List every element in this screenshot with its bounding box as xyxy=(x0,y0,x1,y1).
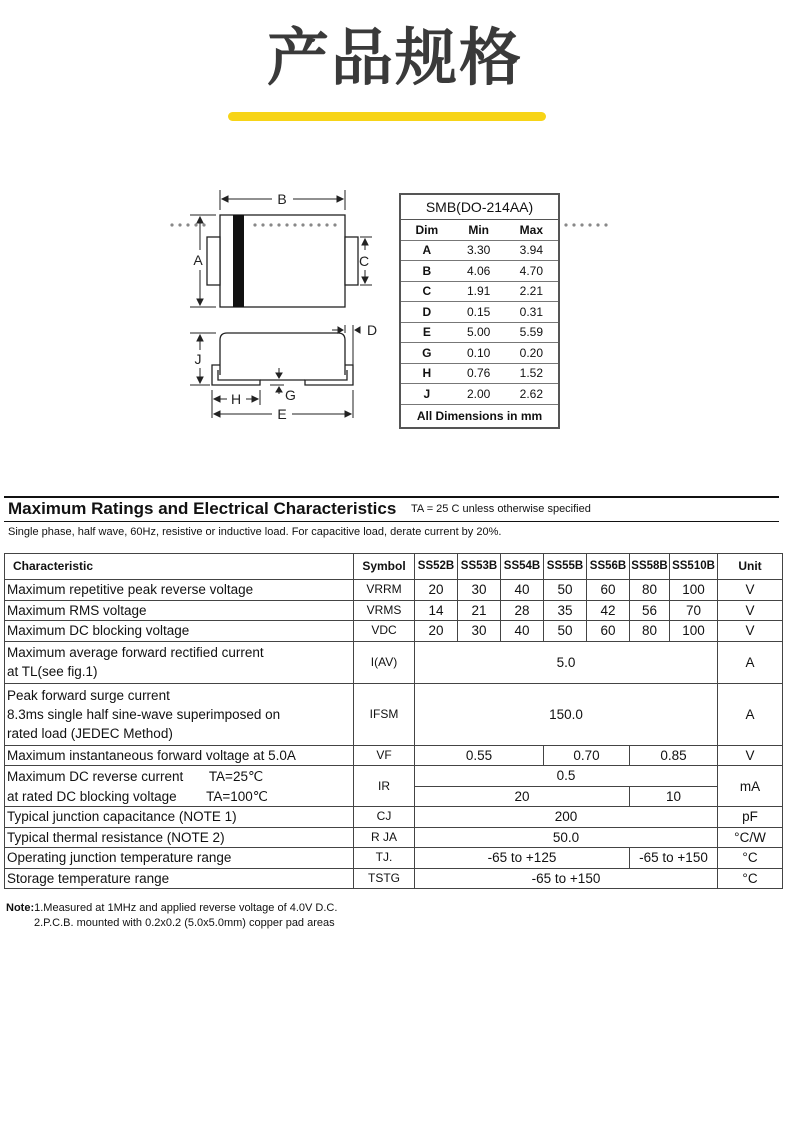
table-row xyxy=(5,807,783,828)
notes-prefix: Note: xyxy=(6,902,35,914)
value-cell: 20 xyxy=(415,786,630,807)
row-label: Operating junction temperature range xyxy=(5,848,354,869)
table-row xyxy=(400,322,559,343)
dimension-g xyxy=(270,368,284,394)
row-label: Maximum RMS voltage xyxy=(5,600,354,621)
table-row xyxy=(5,683,783,745)
value-cell: 30 xyxy=(458,621,501,642)
notes xyxy=(6,901,337,931)
note-2: 2.P.C.B. mounted with 0.2x0.2 (5.0x5.0mm) copper pad areas xyxy=(34,917,335,929)
row-symbol: TSTG xyxy=(354,868,415,889)
unit-cell: °C xyxy=(718,848,783,869)
value-cell: 50.0 xyxy=(415,827,718,848)
section-condition: TA = 25 C unless otherwise specified xyxy=(411,503,591,515)
max-cell: 0.31 xyxy=(505,302,559,323)
model-header: SS54B xyxy=(501,554,544,580)
value-cell: 21 xyxy=(458,600,501,621)
dimension-table xyxy=(399,193,560,429)
value-cell: 56 xyxy=(630,600,670,621)
value-cell: 10 xyxy=(630,786,718,807)
title-underline xyxy=(228,112,546,121)
label-b: B xyxy=(277,191,287,207)
label-g: G xyxy=(285,387,296,403)
max-cell: 0.20 xyxy=(505,343,559,364)
top-view xyxy=(207,215,358,307)
row-label: Maximum repetitive peak reverse voltage xyxy=(5,580,354,601)
table-row xyxy=(400,281,559,302)
row-condition: TA=100℃ xyxy=(206,788,268,804)
row-label xyxy=(5,683,354,745)
table-row xyxy=(400,384,559,405)
label-j: J xyxy=(194,351,202,367)
row-label: Typical junction capacitance (NOTE 1) xyxy=(5,807,354,828)
unit-cell: A xyxy=(718,641,783,683)
table-row xyxy=(400,363,559,384)
value-cell: 100 xyxy=(670,621,718,642)
row-label-line: 8.3ms single half sine-wave superimposed on xyxy=(7,706,281,722)
row-symbol: TJ. xyxy=(354,848,415,869)
value-cell: 150.0 xyxy=(415,683,718,745)
dimension-table-footer: All Dimensions in mm xyxy=(400,404,559,428)
dotted-guide-right xyxy=(560,222,610,228)
section-bottom-rule xyxy=(4,521,779,522)
row-label xyxy=(5,766,354,787)
label-h: H xyxy=(230,391,242,407)
max-cell: 3.94 xyxy=(505,240,559,261)
spec-header-row xyxy=(5,554,783,580)
value-cell: 30 xyxy=(458,580,501,601)
max-header: Max xyxy=(505,220,559,241)
row-symbol: VRRM xyxy=(354,580,415,601)
unit-cell: mA xyxy=(718,766,783,807)
table-row xyxy=(400,261,559,282)
row-label-line: at rated DC blocking voltage xyxy=(7,788,177,804)
table-row xyxy=(400,343,559,364)
value-cell: 50 xyxy=(544,621,587,642)
package-outline-diagram xyxy=(160,180,390,425)
max-cell: 2.62 xyxy=(505,384,559,405)
row-label: Typical thermal resistance (NOTE 2) xyxy=(5,827,354,848)
row-label-line: Maximum average forward rectified current xyxy=(7,645,264,660)
table-row xyxy=(5,600,783,621)
table-row xyxy=(400,240,559,261)
max-cell: 2.21 xyxy=(505,281,559,302)
unit-cell: V xyxy=(718,580,783,601)
unit-cell: °C xyxy=(718,868,783,889)
min-cell: 2.00 xyxy=(453,384,505,405)
dim-cell: B xyxy=(400,261,453,282)
min-cell: 1.91 xyxy=(453,281,505,302)
section-note: Single phase, half wave, 60Hz, resistive or inductive load. For capacitive load, derate current by 20%. xyxy=(8,526,502,538)
model-header: SS53B xyxy=(458,554,501,580)
row-symbol: IFSM xyxy=(354,683,415,745)
row-label: Storage temperature range xyxy=(5,868,354,889)
section-title: Maximum Ratings and Electrical Characteristics xyxy=(8,499,397,518)
value-cell: 50 xyxy=(544,580,587,601)
page-title: 产品规格 xyxy=(266,21,523,94)
row-label: Maximum DC blocking voltage xyxy=(5,621,354,642)
min-cell: 4.06 xyxy=(453,261,505,282)
value-cell: 42 xyxy=(587,600,630,621)
value-cell: 70 xyxy=(670,600,718,621)
table-row xyxy=(400,302,559,323)
row-condition: TA=25℃ xyxy=(208,768,264,784)
value-cell: 200 xyxy=(415,807,718,828)
unit-header: Unit xyxy=(718,554,783,580)
label-c: C xyxy=(358,253,370,269)
value-cell: -65 to +150 xyxy=(630,848,718,869)
dim-cell: J xyxy=(400,384,453,405)
min-cell: 0.15 xyxy=(453,302,505,323)
max-cell: 1.52 xyxy=(505,363,559,384)
row-label: Maximum instantaneous forward voltage at 5.0A xyxy=(5,745,354,766)
symbol-header: Symbol xyxy=(354,554,415,580)
unit-cell: V xyxy=(718,745,783,766)
unit-cell: V xyxy=(718,600,783,621)
dim-cell: G xyxy=(400,343,453,364)
value-cell: 35 xyxy=(544,600,587,621)
dimension-d xyxy=(332,325,360,365)
dim-cell: E xyxy=(400,322,453,343)
model-header: SS510B xyxy=(670,554,718,580)
section-top-rule xyxy=(4,496,779,498)
value-cell: 20 xyxy=(415,621,458,642)
dim-cell: A xyxy=(400,240,453,261)
value-cell: -65 to +150 xyxy=(415,868,718,889)
side-view xyxy=(212,333,353,385)
min-cell: 3.30 xyxy=(453,240,505,261)
unit-cell: °C/W xyxy=(718,827,783,848)
label-e: E xyxy=(277,406,287,422)
value-cell: 0.5 xyxy=(415,766,718,787)
value-cell: 20 xyxy=(415,580,458,601)
spec-table xyxy=(4,553,783,889)
table-row xyxy=(5,580,783,601)
row-symbol: VDC xyxy=(354,621,415,642)
dim-cell: D xyxy=(400,302,453,323)
table-row xyxy=(5,621,783,642)
dim-cell: H xyxy=(400,363,453,384)
label-a: A xyxy=(193,252,203,268)
value-cell: 40 xyxy=(501,580,544,601)
min-cell: 0.76 xyxy=(453,363,505,384)
value-cell: 80 xyxy=(630,621,670,642)
row-label xyxy=(5,641,354,683)
value-cell: 14 xyxy=(415,600,458,621)
value-cell: 60 xyxy=(587,621,630,642)
table-row xyxy=(5,868,783,889)
row-symbol: R JA xyxy=(354,827,415,848)
row-symbol: VRMS xyxy=(354,600,415,621)
characteristic-header: Characteristic xyxy=(5,554,354,580)
max-cell: 4.70 xyxy=(505,261,559,282)
row-label-line: rated load (JEDEC Method) xyxy=(7,725,173,741)
table-row xyxy=(5,827,783,848)
min-cell: 0.10 xyxy=(453,343,505,364)
value-cell: 0.85 xyxy=(630,745,718,766)
row-symbol: I(AV) xyxy=(354,641,415,683)
min-header: Min xyxy=(453,220,505,241)
row-label-line: at TL(see fig.1) xyxy=(7,664,98,679)
min-cell: 5.00 xyxy=(453,322,505,343)
note-1: 1.Measured at 1MHz and applied reverse voltage of 4.0V D.C. xyxy=(34,902,338,914)
table-row xyxy=(5,641,783,683)
value-cell: 28 xyxy=(501,600,544,621)
dimension-table-caption: SMB(DO-214AA) xyxy=(400,194,559,220)
row-label-line: Peak forward surge current xyxy=(7,687,170,703)
dim-header: Dim xyxy=(400,220,453,241)
value-cell: 100 xyxy=(670,580,718,601)
model-header: SS55B xyxy=(544,554,587,580)
row-symbol: VF xyxy=(354,745,415,766)
value-cell: 0.70 xyxy=(544,745,630,766)
unit-cell: pF xyxy=(718,807,783,828)
unit-cell: V xyxy=(718,621,783,642)
dim-cell: C xyxy=(400,281,453,302)
model-header: SS58B xyxy=(630,554,670,580)
value-cell: -65 to +125 xyxy=(415,848,630,869)
row-symbol: CJ xyxy=(354,807,415,828)
model-header: SS52B xyxy=(415,554,458,580)
value-cell: 60 xyxy=(587,580,630,601)
label-d: D xyxy=(367,322,378,338)
value-cell: 40 xyxy=(501,621,544,642)
row-label xyxy=(5,786,354,807)
row-label-line: Maximum DC reverse current xyxy=(7,768,184,784)
unit-cell: A xyxy=(718,683,783,745)
table-row xyxy=(5,745,783,766)
value-cell: 0.55 xyxy=(415,745,544,766)
table-row xyxy=(5,766,783,787)
value-cell: 80 xyxy=(630,580,670,601)
model-header: SS56B xyxy=(587,554,630,580)
value-cell: 5.0 xyxy=(415,641,718,683)
table-row xyxy=(5,848,783,869)
row-symbol: IR xyxy=(354,766,415,807)
max-cell: 5.59 xyxy=(505,322,559,343)
